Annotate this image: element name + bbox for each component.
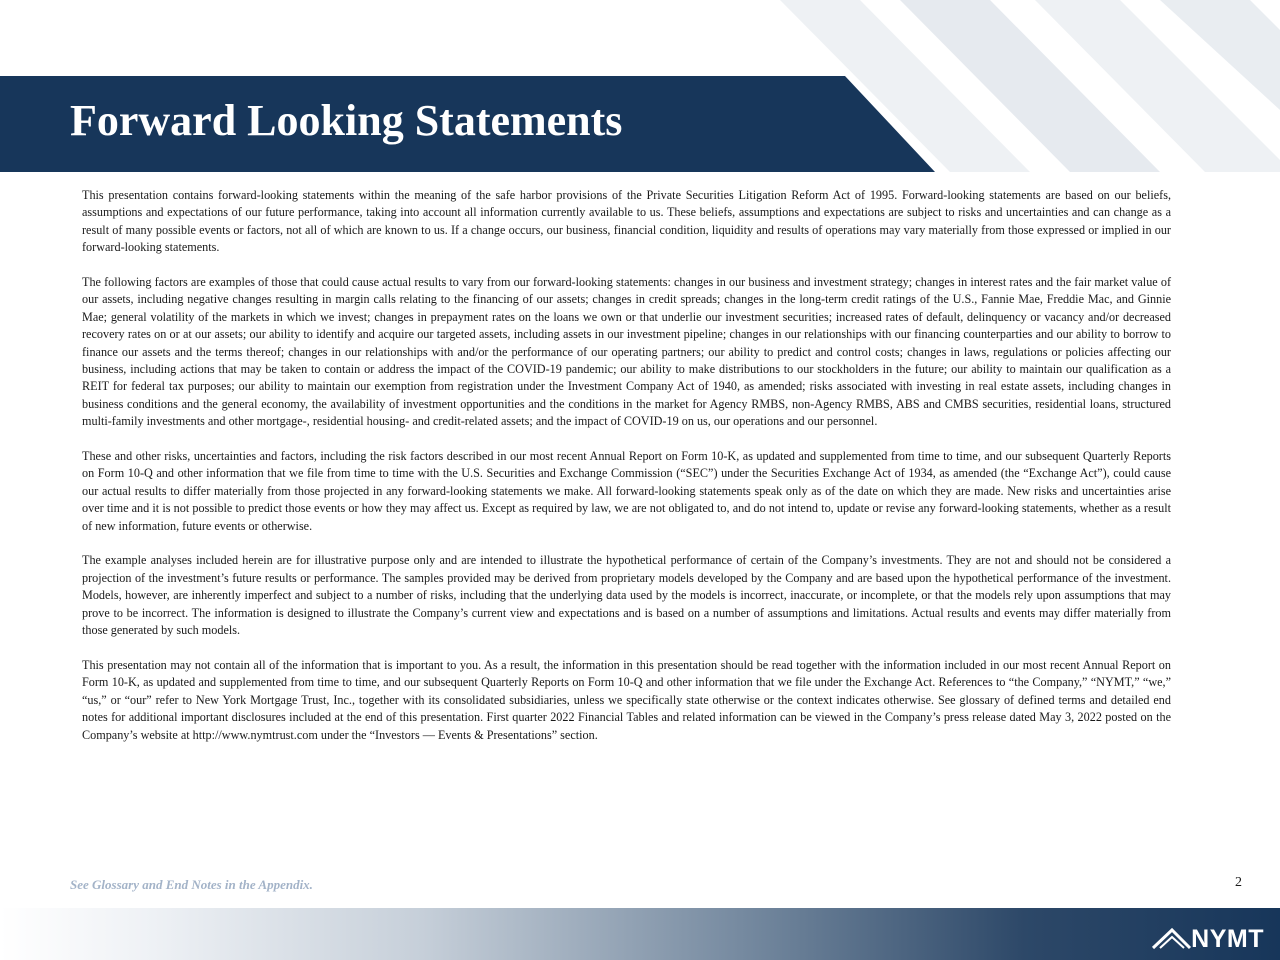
page-number: 2 [1235, 875, 1242, 890]
footer-band [0, 908, 1280, 960]
glossary-footnote: See Glossary and End Notes in the Appendix. [70, 877, 313, 892]
brand-name: NYMT [1191, 924, 1264, 953]
paragraph-references: This presentation may not contain all of the information that is important to you. As a result, the information in this presentation should be read together with the information included in our most recent Annual Report on Form 10-K, as updated and supplemented from time to time, and our subsequent Quarterly Reports on Form 10-Q and other information that we file under the Exchange Act. References to “the Company,” “NYMT,” “we,” “us,” or “our” refer to New York Mortgage Trust, Inc., together with its consolidated subsidiaries, unless we specifically state otherwise or the context indicates otherwise. See glossary of defined terms and detailed end notes for additional important disclosures included at the end of this presentation. First quarter 2022 Financial Tables and related information can be viewed in the Company’s press release dated May 3, 2022 posted on the Company’s website at http://www.nymtrust.com under the “Investors — Events & Presentations” section. [82, 657, 1171, 742]
page-title: Forward Looking Statements [70, 96, 623, 145]
house-roof-icon [1150, 924, 1192, 954]
paragraph-example-analyses: The example analyses included herein are for illustrative purpose only and are intended to illustrate the hypothetical performance of certain of the Company’s investments. They are not and should not be considered a projection of the investment’s future results or performance. The samples provided may be derived from proprietary models developed by the Company and are based upon the hypothetical performance of the investment. Models, however, are inherently imperfect and subject to a number of risks, including that the underlying data used by the models is incorrect, inaccurate, or incomplete, or that the models rely upon assumptions that may prove to be incorrect. The information is designed to illustrate the Company’s current view and expectations and is based on a number of assumptions and limitations. Actual results and events may differ materially from those generated by such models. [82, 553, 1171, 638]
paragraph-sec-filings: These and other risks, uncertainties and factors, including the risk factors described in our most recent Annual Report on Form 10-K, as updated and supplemented from time to time, and our subsequent Quarterly Reports on Form 10-Q and other information that we file from time to time with the U.S. Securities and Exchange Commission (“SEC”) under the Securities Exchange Act of 1934, as amended (the “Exchange Act”), could cause our actual results to differ materially from those projected in any forward-looking statements we make. All forward-looking statements speak only as of the date on which they are made. New risks and uncertainties arise over time and it is not possible to predict those events or how they may affect us. Except as required by law, we are not obligated to, and do not intend to, update or revise any forward-looking statements, whether as a result of new information, future events or otherwise. [82, 449, 1171, 533]
disclaimer-body [82, 187, 1171, 761]
paragraph-safe-harbor: This presentation contains forward-looking statements within the meaning of the safe harbor provisions of the Private Securities Litigation Reform Act of 1995. Forward-looking statements are based on our beliefs, assumptions and expectations of our future performance, taking into account all information currently available to us. These beliefs, assumptions and expectations are subject to risks and uncertainties and can change as a result of many possible events or factors, not all of which are known to us. If a change occurs, our business, financial condition, liquidity and results of operations may vary materially from those expressed or implied in our forward-looking statements. [82, 188, 1171, 255]
paragraph-risk-factors: The following factors are examples of those that could cause actual results to vary from our forward-looking statements: changes in our business and investment strategy; changes in interest rates and the fair market value of our assets, including negative changes resulting in margin calls relating to the financing of our assets; changes in credit spreads; changes in the long-term credit ratings of the U.S., Fannie Mae, Freddie Mac, and Ginnie Mae; general volatility of the markets in which we invest; changes in prepayment rates on the loans we own or that underlie our investment securities; increased rates of default, delinquency or vacancy and/or decreased recovery rates on or at our assets; our ability to identify and acquire our targeted assets, including assets in our investment pipeline; changes in our relationships with our financing counterparties and our ability to borrow to finance our assets and the terms thereof; changes in our relationships with and/or the performance of our operating partners; our ability to predict and control costs; changes in laws, regulations or policies affecting our business, including actions that may be taken to contain or address the impact of the COVID-19 pandemic; our ability to make distributions to our stockholders in the future; our ability to maintain our qualification as a REIT for federal tax purposes; our ability to maintain our exemption from registration under the Investment Company Act of 1940, as amended; risks associated with investing in real estate assets, including changes in business conditions and the general economy, the availability of investment opportunities and the conditions in the market for Agency RMBS, non-Agency RMBS, ABS and CMBS securities, residential loans, structured multi-family investments and other mortgage-, residential housing- and credit-related assets; and the impact of COVID-19 on us, our operations and our personnel. [82, 275, 1171, 429]
nymt-logo [1150, 922, 1264, 956]
